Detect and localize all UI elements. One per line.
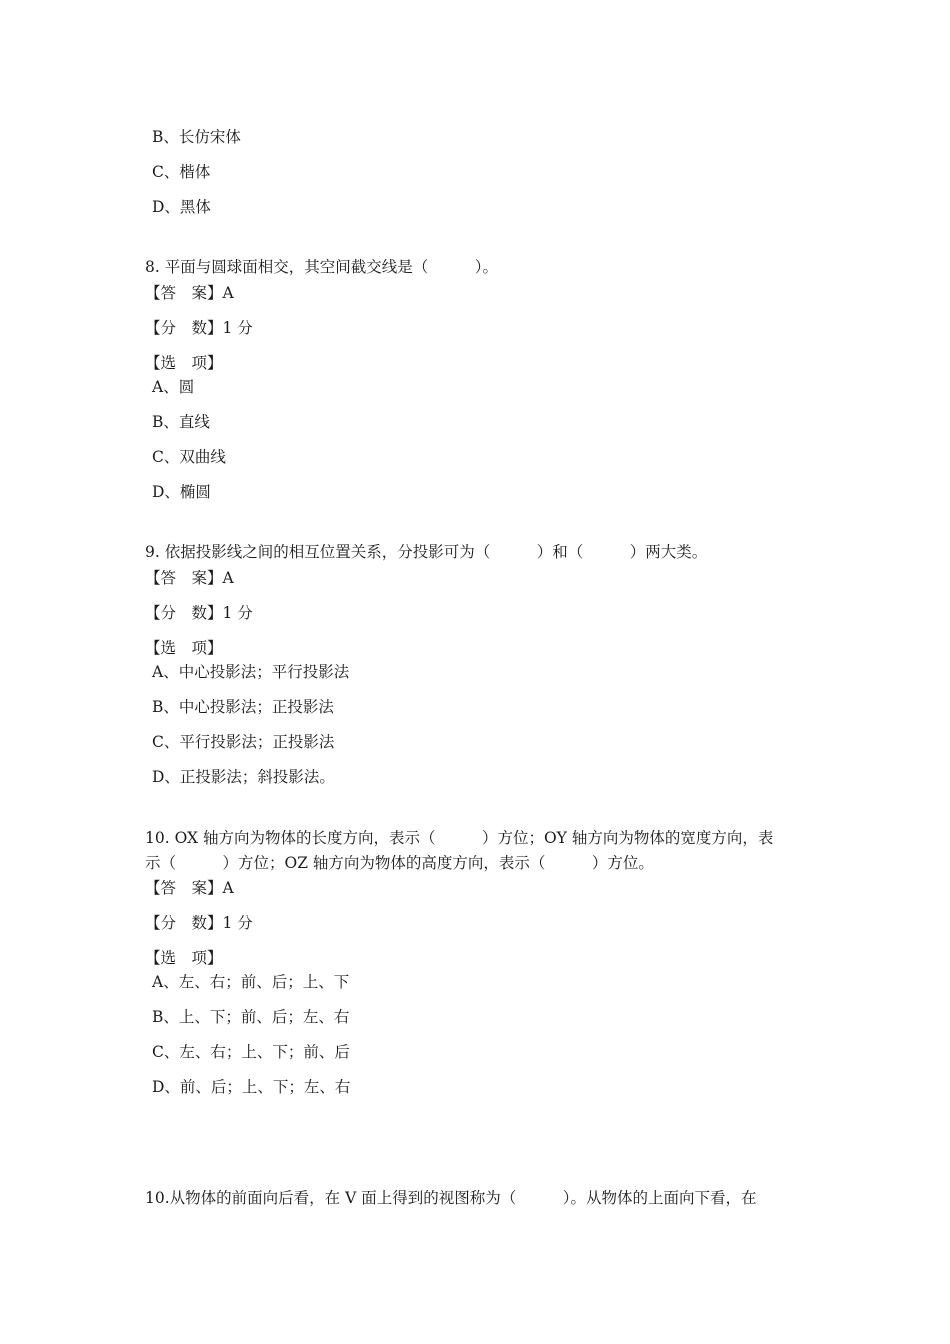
question-8-stem: 8. 平面与圆球面相交，其空间截交线是（ ）。 — [145, 258, 498, 276]
question-10-answer: 【答 案】A — [145, 879, 234, 897]
question-10-option-b: B、上、下；前、后；左、右 — [152, 1008, 350, 1026]
question-8-option-c: C、双曲线 — [152, 448, 226, 466]
question-9-stem: 9. 依据投影线之间的相互位置关系，分投影可为（ ）和（ ）两大类。 — [145, 543, 708, 561]
question-10-options-label: 【选 项】 — [145, 949, 223, 967]
question-8-score: 【分 数】1 分 — [145, 319, 253, 337]
question-9-option-c: C、平行投影法；正投影法 — [152, 733, 335, 751]
question-9-option-a: A、中心投影法；平行投影法 — [152, 663, 350, 681]
next-question-stem: 10.从物体的前面向后看，在 V 面上得到的视图称为（ ）。从物体的上面向下看，在 — [145, 1189, 757, 1207]
option-b: B、长仿宋体 — [152, 128, 241, 146]
option-d: D、黑体 — [152, 198, 211, 216]
question-9-answer: 【答 案】A — [145, 569, 234, 587]
question-10-stem-line-1: 10. OX 轴方向为物体的长度方向，表示（ ）方位；OY 轴方向为物体的宽度方向，表 — [145, 829, 774, 847]
question-10-option-c: C、左、右；上、下；前、后 — [152, 1043, 350, 1061]
question-9-options-label: 【选 项】 — [145, 639, 223, 657]
question-10-option-a: A、左、右；前、后；上、下 — [152, 973, 350, 991]
question-10-score: 【分 数】1 分 — [145, 914, 253, 932]
question-9-option-b: B、中心投影法；正投影法 — [152, 698, 334, 716]
question-8-option-b: B、直线 — [152, 413, 210, 431]
question-10-stem-line-2: 示（ ）方位；OZ 轴方向为物体的高度方向，表示（ ）方位。 — [145, 854, 654, 872]
question-8-option-d: D、椭圆 — [152, 483, 211, 501]
option-c: C、楷体 — [152, 163, 211, 181]
question-10-option-d: D、前、后；上、下；左、右 — [152, 1078, 351, 1096]
question-8-answer: 【答 案】A — [145, 284, 234, 302]
question-9-score: 【分 数】1 分 — [145, 604, 253, 622]
question-8-options-label: 【选 项】 — [145, 354, 223, 372]
question-8-option-a: A、圆 — [152, 378, 195, 396]
question-9-option-d: D、正投影法；斜投影法。 — [152, 768, 335, 786]
